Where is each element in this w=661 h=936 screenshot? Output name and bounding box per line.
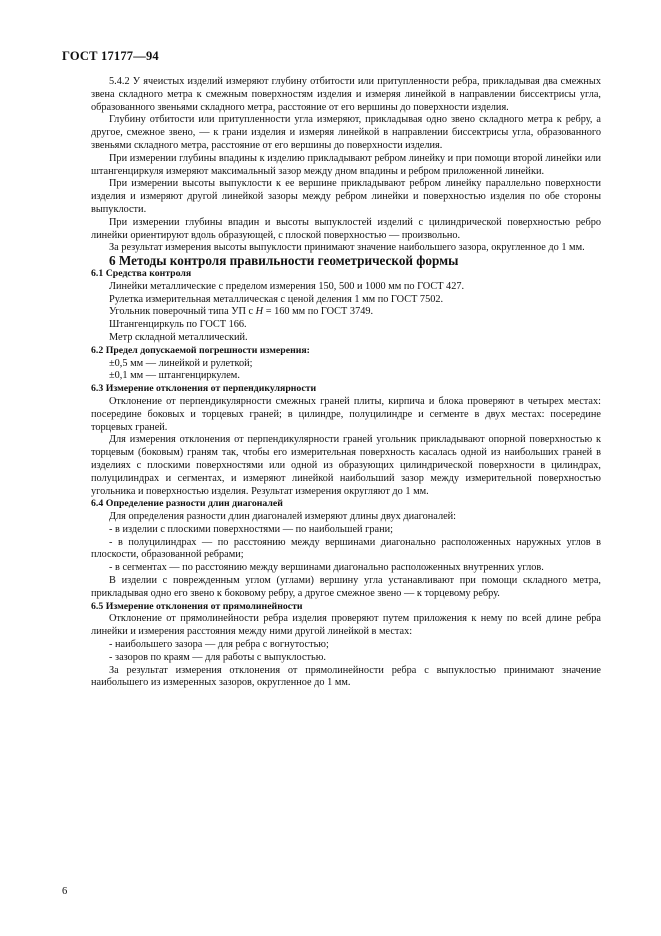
- gap-convex: - зазоров по краям — для работы с выпуклостью.: [109, 651, 326, 663]
- tool-square: [91, 306, 601, 319]
- diagonal-half-cylinder: - в полуцилиндрах — по расстоянию между вершинами диагонально расположенных наружных углов в плоскости, образованной ребрами;: [91, 536, 601, 561]
- tool-square-text-a: Угольник поверочный типа УП с: [109, 306, 254, 318]
- variable-h: H: [255, 306, 264, 318]
- diagonal-segment: - в сегментах — по расстоянию между вершинами диагонально расположенных внутренних углов.: [109, 562, 544, 574]
- section-6-3-title: 6.3 Измерение отклонения от перпендикулярности: [91, 383, 317, 395]
- section-6-4-paragraph-1: Для определения разности длин диагоналей измеряют длины двух диагоналей:: [109, 511, 457, 523]
- section-6-title: 6 Методы контроля правильности геометрической формы: [109, 253, 459, 269]
- paragraph-hollow-depth: При измерении глубины впадины к изделию прикладывают ребром линейку и при помощи второй линейки или штангенциркуля измеряют максимальный зазор между дном впадины и ребром приложенной линейки.: [91, 152, 601, 177]
- gap-concave: - наибольшего зазора — для ребра с вогнутостью;: [109, 639, 329, 651]
- tool-rulers: Линейки металлические с пределом измерения 150, 500 и 1000 мм по ГОСТ 427.: [109, 280, 465, 292]
- tool-caliper: Штангенциркуль по ГОСТ 166.: [109, 319, 247, 331]
- section-6-3-paragraph-2: Для измерения отклонения от перпендикулярности граней угольник прикладывают опорной поверхностью к торцевым (боковым) граням так, чтобы его измерительная поверхность касалась одной из наибольших граней в изделиях с плоскими поверхностями или одной из образующих цилиндрической поверхности в цилиндрах, полуцилиндрах и сегментах, и измеряют линейкой наибольший зазор между измерительной поверхностью угольника и поверхностью изделия. Результат измерения округляют до 1 мм.: [91, 434, 601, 497]
- section-6-5-paragraph-2: За результат измерения отклонения от прямолинейности ребра с выпуклостью принимают значение наибольшего из измеренных зазоров, округленное до 1 мм.: [91, 664, 601, 689]
- section-6-5-title: 6.5 Измерение отклонения от прямолинейности: [91, 600, 303, 612]
- section-6-3-paragraph-1: Отклонение от перпендикулярности смежных граней плиты, кирпича и блока проверяют в четырех местах: посередине боковых и торцевых граней; в цилиндре, полуцилиндре и сегменте в двух местах: посередине торцевых граней.: [91, 395, 601, 433]
- page-number: 6: [62, 886, 68, 897]
- diagonal-flat: - в изделии с плоскими поверхностями — по наибольшей грани;: [109, 523, 393, 535]
- section-6-1-title: 6.1 Средства контроля: [91, 267, 192, 279]
- error-ruler: ±0,5 мм — линейкой и рулеткой;: [109, 357, 253, 369]
- section-6-4-title: 6.4 Определение разности длин диагоналей: [91, 498, 283, 510]
- paragraph-5-4-2: 5.4.2 У ячеистых изделий измеряют глубину отбитости или притупленности ребра, прикладывая два смежных звена складного метра к смежным поверхностям изделия и измеряя линейкой в направлении биссектрисы угла, образованного звеньями складного метра, расстояние от его вершины до поверхности изделия.: [91, 76, 601, 113]
- paragraph-bulge-result: За результат измерения высоты выпуклости принимают значение наибольшего зазора, округленное до 1 мм.: [109, 242, 585, 254]
- tool-folding-meter: Метр складной металлический.: [109, 331, 248, 343]
- page-body: [91, 76, 601, 690]
- section-6-4-paragraph-2: В изделии с поврежденным углом (углами) вершину угла устанавливают при помощи складного метра, прикладывая одно его звено к боковому ребру, а другое смежное звено — к торцевому ребру.: [91, 575, 601, 599]
- tool-tape-measure: Рулетка измерительная металлическая с ценой деления 1 мм по ГОСТ 7502.: [109, 293, 444, 305]
- tool-square-text-b: = 160 мм по ГОСТ 3749.: [265, 306, 374, 318]
- document-code-header: ГОСТ 17177—94: [62, 49, 159, 63]
- paragraph-corner-chipping: Глубину отбитости или притупленности угла измеряют, прикладывая одно звено складного метра к ребру, а другое, смежное звено, — к грани изделия и измеряя линейкой в направлении биссектрисы угла, образованного звеньями складного метра, расстояние от его вершины до поверхности изделия.: [91, 114, 601, 151]
- section-6-5-paragraph-1: Отклонение от прямолинейности ребра изделия проверяют путем приложения к нему по всей длине ребра линейки и измерения расстояния между ними другой линейкой в местах:: [91, 613, 601, 638]
- error-caliper: ±0,1 мм — штангенциркулем.: [109, 370, 240, 382]
- section-6-2-title: 6.2 Предел допускаемой погрешности измерения:: [91, 344, 310, 356]
- paragraph-bulge-height: При измерении высоты выпуклости к ее вершине прикладывают ребром линейку параллельно поверхности изделия и измеряют другой линейкой зазоры между ребром линейки и поверхностью изделия по обе стороны выпуклости.: [91, 178, 601, 215]
- paragraph-cylindrical-surface: При измерении глубины впадин и высоты выпуклостей изделий с цилиндрической поверхностью ребро линейки ориентируют вдоль образующей, с плоской поверхностью — произвольно.: [91, 216, 601, 241]
